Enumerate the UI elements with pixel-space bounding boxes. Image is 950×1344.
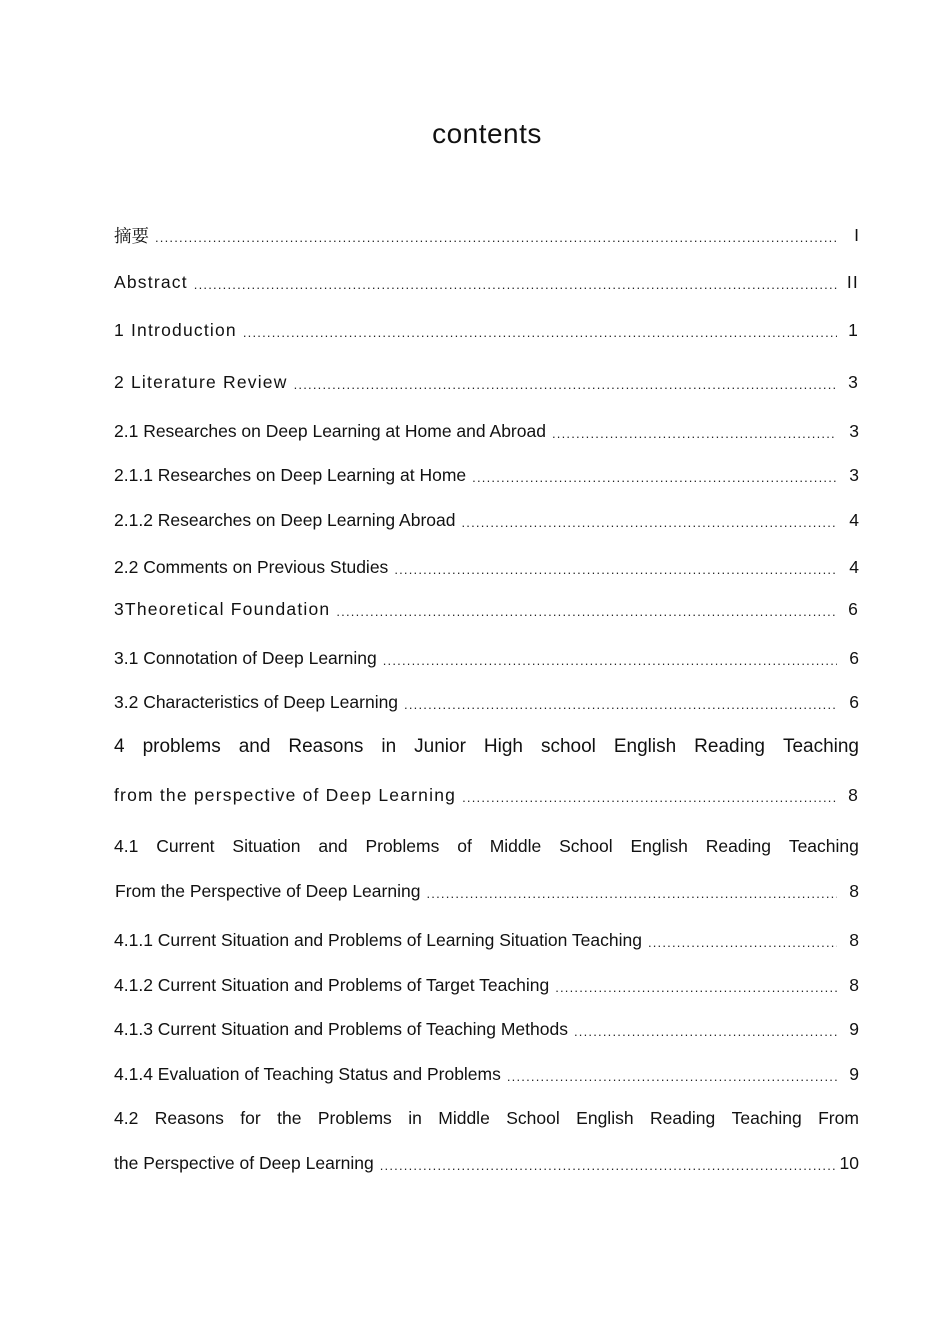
toc-entry-text: 3.2 Characteristics of Deep Learning [114, 691, 399, 712]
toc-entry-text: the Perspective of Deep Learning [114, 1152, 374, 1173]
toc-word: School [506, 1107, 560, 1128]
toc-entry-page: 3 [849, 420, 859, 441]
toc-entry-text: 2.1.2 Researches on Deep Learning Abroad [114, 509, 456, 530]
toc-entry-line-1[interactable] [114, 831, 859, 861]
dot-leader [507, 1065, 837, 1084]
toc-entry-page: 4 [849, 556, 859, 577]
toc-entry-text: 4.1.1 Current Situation and Problems of Learning Situation Teaching [114, 929, 642, 950]
toc-entry[interactable] [114, 267, 859, 297]
toc-entry-page: 9 [849, 1018, 859, 1039]
toc-word: Junior [414, 736, 466, 757]
toc-word: Situation [232, 835, 301, 856]
dot-leader [336, 600, 837, 619]
toc-word: in [408, 1107, 422, 1128]
toc-word: English [630, 835, 688, 856]
dot-leader [194, 273, 837, 292]
toc-entry-text: 3Theoretical Foundation [114, 598, 331, 619]
dot-leader [394, 558, 837, 577]
dot-leader [574, 1020, 837, 1039]
toc-entry-text: 4.1.4 Evaluation of Teaching Status and Problems [114, 1063, 501, 1084]
toc-word: of [457, 835, 472, 856]
toc-word: Reasons [288, 736, 364, 757]
toc-word: School [559, 835, 613, 856]
toc-entry-text: 2.1 Researches on Deep Learning at Home and Abroad [114, 420, 546, 441]
toc-word: Problems [317, 1107, 392, 1128]
toc-word: Current [156, 835, 215, 856]
dot-leader [555, 976, 837, 995]
toc-word: English [613, 736, 677, 757]
toc-entry-text: 摘要 [114, 226, 149, 247]
toc-entry[interactable] [114, 687, 859, 717]
toc-word: Problems [365, 835, 440, 856]
toc-word: Teaching [731, 1107, 802, 1128]
toc-entry[interactable] [115, 876, 859, 906]
toc-word: Middle [489, 835, 542, 856]
toc-entry[interactable] [114, 1148, 859, 1178]
toc-entry[interactable] [114, 315, 859, 345]
toc-entry[interactable] [114, 925, 859, 955]
toc-word: school [540, 736, 596, 757]
toc-entry-page: 4 [849, 509, 859, 530]
dot-leader [462, 511, 838, 530]
toc-entry-text: Abstract [114, 271, 188, 292]
toc-entry[interactable] [114, 594, 859, 624]
toc-word: From [818, 1107, 859, 1128]
toc-word: Teaching [782, 736, 859, 757]
dot-leader [404, 693, 837, 712]
toc-entry-text: 1 Introduction [114, 319, 237, 340]
toc-entry[interactable] [114, 970, 859, 1000]
toc-entry[interactable] [114, 367, 859, 397]
toc-word: Middle [438, 1107, 490, 1128]
toc-word: Teaching [788, 835, 859, 856]
toc-word: the [277, 1107, 302, 1128]
toc-entry-page: I [854, 224, 859, 245]
toc-entry-page: 6 [849, 647, 859, 668]
toc-entry[interactable] [114, 460, 859, 490]
toc-entry[interactable] [114, 416, 859, 446]
page-title: contents [432, 118, 542, 149]
toc-entry[interactable] [114, 505, 859, 535]
toc-word: in [381, 736, 397, 757]
toc-entry-page: 6 [849, 691, 859, 712]
toc-entry-text: 4.1.3 Current Situation and Problems of Teaching Methods [114, 1018, 568, 1039]
toc-entry-page: 8 [849, 974, 859, 995]
toc-word: 4.2 [114, 1107, 139, 1128]
dot-leader [472, 466, 837, 485]
toc-entry-text: 2.2 Comments on Previous Studies [114, 556, 389, 577]
toc-entry-line-1[interactable] [114, 732, 859, 762]
toc-word: Reading [705, 835, 771, 856]
dot-leader [383, 649, 837, 668]
toc-word: and [238, 736, 271, 757]
toc-entry-page: II [846, 271, 859, 292]
toc-word: High [483, 736, 523, 757]
toc-entry-text: 2 Literature Review [114, 371, 288, 392]
toc-entry-line-1[interactable] [114, 1103, 859, 1133]
toc-entry-page: 3 [849, 464, 859, 485]
toc-entry[interactable] [114, 643, 859, 673]
toc-entry[interactable] [114, 1014, 859, 1044]
toc-word: Reading [694, 736, 765, 757]
toc-word: English [576, 1107, 634, 1128]
toc-entry[interactable] [114, 552, 859, 582]
toc-entry-text: 2.1.1 Researches on Deep Learning at Home [114, 464, 467, 485]
toc-word: and [318, 835, 348, 856]
dot-leader [155, 226, 837, 245]
toc-entry-page: 8 [848, 784, 859, 805]
dot-leader [462, 786, 837, 805]
dot-leader [243, 321, 837, 340]
toc-entry-page: 9 [849, 1063, 859, 1084]
toc-entry-page: 10 [839, 1152, 859, 1173]
toc-word: 4 [114, 736, 125, 757]
toc-entry-page: 8 [849, 880, 859, 901]
toc-word: for [240, 1107, 261, 1128]
toc-entry-page: 3 [848, 371, 859, 392]
toc-entry[interactable] [114, 1059, 859, 1089]
toc-entry-page: 6 [848, 598, 859, 619]
dot-leader [380, 1154, 836, 1173]
toc-entry-text: 4.1.2 Current Situation and Problems of Target Teaching [114, 974, 550, 995]
dot-leader [552, 422, 837, 441]
toc-word: Reasons [154, 1107, 224, 1128]
dot-leader [294, 373, 837, 392]
toc-entry-text: From the Perspective of Deep Learning [115, 880, 421, 901]
dot-leader [426, 882, 837, 901]
toc-word: problems [142, 736, 221, 757]
toc-entry[interactable] [114, 780, 859, 810]
toc-word: Reading [650, 1107, 716, 1128]
toc-entry-page: 8 [849, 929, 859, 950]
toc-entry-text: 3.1 Connotation of Deep Learning [114, 647, 377, 668]
toc-entry[interactable] [114, 220, 859, 250]
toc-entry-text: from the perspective of Deep Learning [114, 784, 457, 805]
dot-leader [648, 931, 837, 950]
toc-entry-page: 1 [848, 319, 859, 340]
toc-word: 4.1 [114, 835, 139, 856]
